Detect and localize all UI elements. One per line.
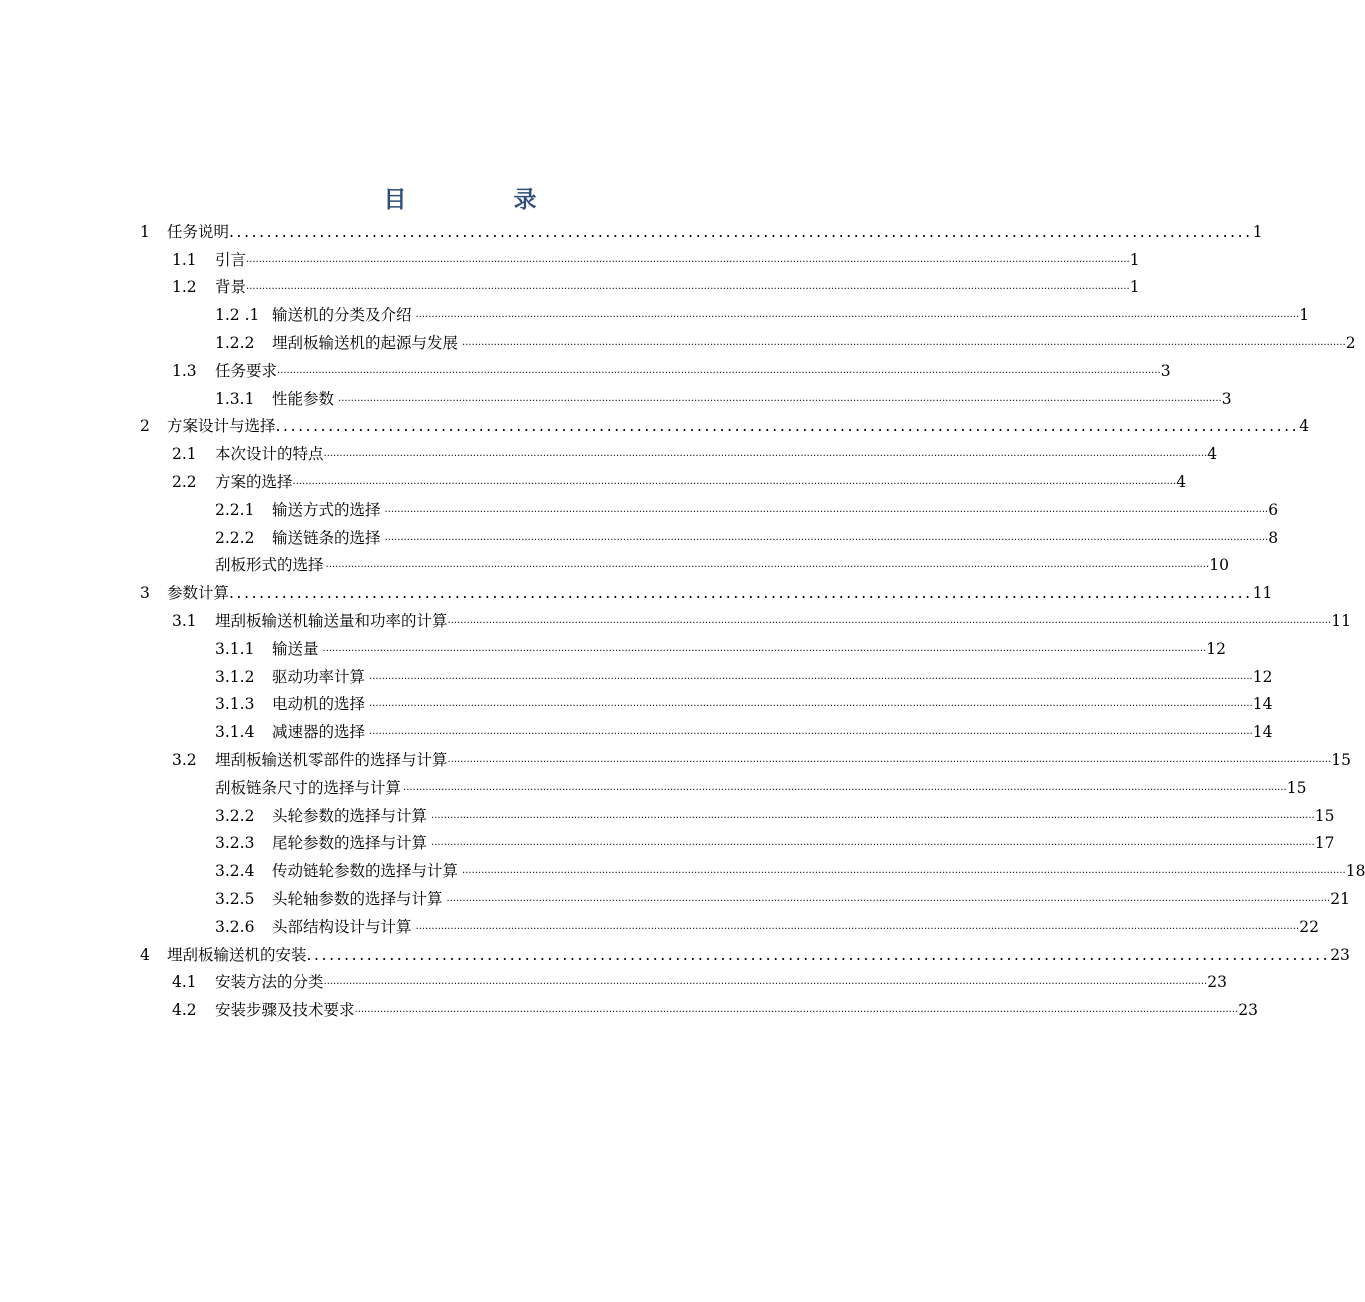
toc-leader-dots: ......................................................................................................................................................................................................................................................................................: [246, 253, 1130, 265]
toc-entry-level2[interactable]: [0, 440, 1218, 468]
toc-entry-number: 4.2: [172, 1001, 197, 1020]
toc-entry-number: 2.2.1: [215, 500, 255, 519]
toc-entry-page: 23: [1238, 1001, 1258, 1020]
toc-entry-page: 12: [1252, 667, 1273, 686]
toc-entry-text: 背景: [215, 278, 247, 297]
toc-leader-dots: ......................................................................................................................................................................................................................................................................................: [325, 559, 1210, 571]
toc-entry-number: 1.1: [172, 250, 197, 269]
toc-leader-dots: ......................................................................................................................................................................................................................................................................................: [447, 754, 1332, 766]
toc-entry-page: 2: [1345, 334, 1356, 353]
toc-leader-dots: ......................................................................................................................................................................................................................................................................................: [384, 503, 1269, 515]
toc-entry-text: 刮板链条尺寸的选择与计算: [215, 778, 402, 797]
toc-entry-text: 埋刮板输送机的安装: [167, 945, 307, 964]
toc-entry-page: 18: [1345, 862, 1365, 881]
toc-entry-level2[interactable]: [0, 607, 1351, 635]
toc-entry-number: 1.3.1: [215, 389, 255, 408]
toc-entry-text: 性能参数: [272, 389, 335, 408]
toc-entry-level2[interactable]: [0, 996, 1258, 1024]
toc-leader-dots: ........................................................................................................................................: [275, 417, 1300, 436]
toc-entry-number: 3.1.1: [215, 639, 255, 658]
toc-entry-text: 埋刮板输送机输送量和功率的计算: [215, 612, 448, 631]
toc-entry-level2[interactable]: [0, 246, 1140, 274]
toc-entry-level3[interactable]: [0, 885, 1350, 913]
toc-entry-number: 3: [140, 584, 150, 603]
table-of-contents: [0, 218, 1365, 1024]
toc-title: 目 录: [383, 186, 579, 213]
toc-entry-level1[interactable]: [0, 941, 1350, 969]
toc-entry-page: 14: [1252, 695, 1273, 714]
toc-entry-level3[interactable]: [0, 663, 1273, 691]
toc-entry-number: 2.2: [172, 473, 197, 492]
toc-entry-text: 刮板形式的选择: [215, 556, 324, 575]
toc-entry-level3[interactable]: [0, 774, 1307, 802]
toc-entry-page: 4: [1299, 417, 1310, 436]
toc-entry-number: 3.2.5: [215, 890, 255, 909]
toc-entry-page: 23: [1330, 945, 1350, 964]
toc-entry-page: 22: [1299, 917, 1319, 936]
toc-entry-level2[interactable]: [0, 468, 1187, 496]
toc-leader-dots: ........................................................................................................................................: [229, 584, 1253, 603]
toc-entry-number: 4: [140, 945, 150, 964]
toc-entry-text: 输送量: [272, 639, 319, 658]
toc-leader-dots: ........................................................................................................................................: [306, 945, 1331, 964]
toc-leader-dots: ......................................................................................................................................................................................................................................................................................: [369, 670, 1253, 682]
toc-entry-text: 本次设计的特点: [215, 445, 324, 464]
toc-leader-dots: ......................................................................................................................................................................................................................................................................................: [277, 364, 1161, 376]
toc-leader-dots: ......................................................................................................................................................................................................................................................................................: [415, 309, 1300, 321]
toc-entry-text: 减速器的选择: [272, 723, 366, 742]
toc-entry-text: 传动链轮参数的选择与计算: [272, 862, 459, 881]
toc-entry-level2[interactable]: [0, 357, 1171, 385]
toc-entry-number: 3.2: [172, 751, 197, 770]
toc-entry-number: 3.1.2: [215, 667, 255, 686]
toc-entry-level3[interactable]: [0, 830, 1335, 858]
toc-entry-number: 3.2.3: [215, 834, 255, 853]
toc-entry-text: 输送方式的选择: [272, 500, 381, 519]
toc-entry-page: 4: [1207, 445, 1218, 464]
toc-entry-page: 10: [1209, 556, 1229, 575]
toc-entry-level2[interactable]: [0, 274, 1140, 302]
toc-leader-dots: ......................................................................................................................................................................................................................................................................................: [354, 1004, 1239, 1016]
toc-leader-dots: ......................................................................................................................................................................................................................................................................................: [369, 726, 1253, 738]
toc-entry-text: 安装方法的分类: [215, 973, 324, 992]
toc-leader-dots: ......................................................................................................................................................................................................................................................................................: [403, 781, 1287, 793]
toc-entry-text: 方案设计与选择: [167, 417, 276, 436]
toc-entry-page: 1: [1252, 222, 1263, 241]
toc-entry-level1[interactable]: [0, 579, 1273, 607]
toc-entry-level3[interactable]: [0, 552, 1229, 580]
toc-entry-text: 输送链条的选择: [272, 528, 381, 547]
toc-entry-text: 头轮参数的选择与计算: [272, 806, 428, 825]
toc-entry-text: 尾轮参数的选择与计算: [272, 834, 428, 853]
toc-entry-number: 3.1: [172, 612, 197, 631]
toc-entry-level3[interactable]: [0, 524, 1279, 552]
toc-entry-level1[interactable]: [0, 218, 1263, 246]
toc-entry-level3[interactable]: [0, 802, 1335, 830]
toc-entry-number: 3.1.3: [215, 695, 255, 714]
toc-entry-level3[interactable]: [0, 496, 1279, 524]
toc-entry-level3[interactable]: [0, 913, 1319, 941]
toc-entry-level3[interactable]: [0, 385, 1232, 413]
toc-entry-page: 8: [1268, 528, 1279, 547]
toc-leader-dots: ......................................................................................................................................................................................................................................................................................: [322, 642, 1207, 654]
toc-entry-page: 23: [1207, 973, 1227, 992]
toc-entry-level3[interactable]: [0, 301, 1310, 329]
toc-entry-level2[interactable]: [0, 746, 1351, 774]
toc-leader-dots: ......................................................................................................................................................................................................................................................................................: [384, 531, 1269, 543]
toc-leader-dots: ......................................................................................................................................................................................................................................................................................: [246, 281, 1130, 293]
toc-entry-level3[interactable]: [0, 329, 1356, 357]
toc-entry-text: 驱动功率计算: [272, 667, 366, 686]
toc-entry-page: 3: [1160, 361, 1171, 380]
toc-entry-level3[interactable]: [0, 691, 1273, 719]
toc-entry-level1[interactable]: [0, 413, 1310, 441]
toc-entry-page: 11: [1252, 584, 1273, 603]
toc-leader-dots: ......................................................................................................................................................................................................................................................................................: [338, 392, 1222, 404]
toc-entry-text: 参数计算: [167, 584, 230, 603]
toc-entry-text: 埋刮板输送机的起源与发展: [272, 334, 459, 353]
toc-entry-text: 输送机的分类及介绍: [272, 306, 412, 325]
toc-leader-dots: ......................................................................................................................................................................................................................................................................................: [323, 976, 1208, 988]
toc-entry-text: 头部结构设计与计算: [272, 917, 412, 936]
toc-entry-page: 1: [1129, 250, 1140, 269]
toc-entry-number: 2: [140, 417, 150, 436]
toc-entry-page: 15: [1331, 751, 1351, 770]
toc-entry-page: 17: [1314, 834, 1335, 853]
toc-entry-text: 任务说明: [167, 222, 230, 241]
toc-entry-page: 4: [1176, 473, 1187, 492]
toc-leader-dots: ......................................................................................................................................................................................................................................................................................: [431, 809, 1315, 821]
toc-entry-text: 引言: [215, 250, 247, 269]
toc-entry-number: 2.2.2: [215, 528, 255, 547]
toc-entry-number: 2.1: [172, 445, 197, 464]
toc-entry-page: 14: [1252, 723, 1273, 742]
toc-leader-dots: ......................................................................................................................................................................................................................................................................................: [462, 865, 1346, 877]
toc-entry-text: 方案的选择: [215, 473, 293, 492]
toc-leader-dots: ......................................................................................................................................................................................................................................................................................: [431, 837, 1315, 849]
toc-entry-number: 1.2: [172, 278, 197, 297]
toc-entry-level2[interactable]: [0, 969, 1227, 997]
toc-entry-page: 6: [1268, 500, 1279, 519]
toc-entry-text: 埋刮板输送机零部件的选择与计算: [215, 751, 448, 770]
toc-entry-page: 11: [1331, 612, 1351, 631]
toc-leader-dots: ......................................................................................................................................................................................................................................................................................: [462, 337, 1346, 349]
toc-entry-page: 15: [1314, 806, 1335, 825]
toc-entry-text: 任务要求: [215, 361, 278, 380]
toc-entry-number: 1.2.2: [215, 334, 255, 353]
toc-entry-number: 3.2.2: [215, 806, 255, 825]
toc-entry-number: 3.2.4: [215, 862, 255, 881]
toc-entry-text: 电动机的选择: [272, 695, 366, 714]
toc-entry-number: 3.1.4: [215, 723, 255, 742]
toc-entry-page: 12: [1206, 639, 1226, 658]
toc-leader-dots: ......................................................................................................................................................................................................................................................................................: [292, 476, 1177, 488]
toc-entry-page: 3: [1221, 389, 1232, 408]
toc-entry-page: 1: [1129, 278, 1140, 297]
toc-entry-level3[interactable]: [0, 857, 1365, 885]
toc-entry-number: 1: [140, 222, 150, 241]
toc-entry-text: 头轮轴参数的选择与计算: [272, 890, 443, 909]
toc-leader-dots: ........................................................................................................................................: [229, 222, 1253, 241]
toc-entry-level3[interactable]: [0, 635, 1226, 663]
toc-entry-number: 4.1: [172, 973, 197, 992]
toc-entry-page: 21: [1330, 890, 1350, 909]
toc-entry-page: 15: [1286, 778, 1307, 797]
toc-leader-dots: ......................................................................................................................................................................................................................................................................................: [446, 893, 1331, 905]
toc-leader-dots: ......................................................................................................................................................................................................................................................................................: [415, 920, 1300, 932]
toc-entry-number: 1.2 .1: [215, 306, 260, 325]
toc-leader-dots: ......................................................................................................................................................................................................................................................................................: [369, 698, 1253, 710]
toc-entry-number: 1.3: [172, 361, 197, 380]
toc-leader-dots: ......................................................................................................................................................................................................................................................................................: [447, 615, 1332, 627]
toc-entry-page: 1: [1299, 306, 1310, 325]
toc-entry-text: 安装步骤及技术要求: [215, 1001, 355, 1020]
toc-entry-level3[interactable]: [0, 718, 1273, 746]
toc-entry-number: 3.2.6: [215, 917, 255, 936]
toc-leader-dots: ......................................................................................................................................................................................................................................................................................: [323, 448, 1208, 460]
